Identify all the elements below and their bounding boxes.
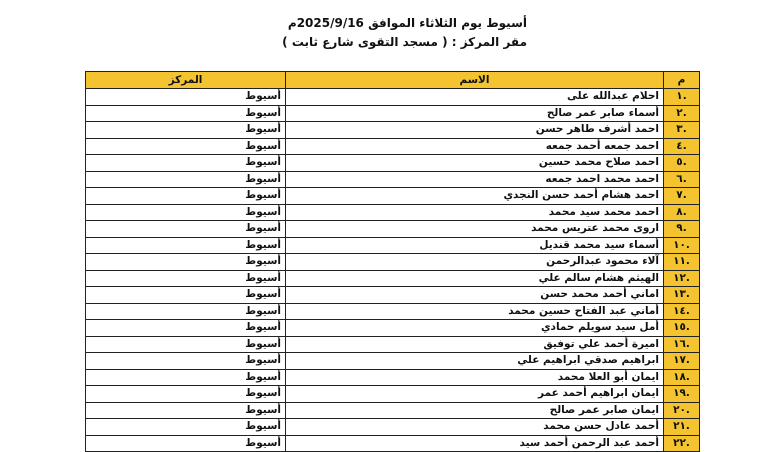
center-name: أسيوط [86,188,286,205]
person-name: احمد هشام أحمد حسن النجدي [286,188,664,205]
table-row [86,435,700,452]
row-number: .٢ [664,105,700,122]
table-header-row [86,72,700,89]
table-row [86,386,700,403]
center-name: أسيوط [86,171,286,188]
table-row [86,221,700,238]
row-number: .١١ [664,254,700,271]
table-row [86,303,700,320]
column-header-number: م [664,72,700,89]
center-name: أسيوط [86,105,286,122]
row-number: .٢١ [664,419,700,436]
person-name: أحمد عادل حسن محمد [286,419,664,436]
table-row [86,171,700,188]
person-name: أسماء صابر عمر صالح [286,105,664,122]
center-name: أسيوط [86,435,286,452]
table-row [86,402,700,419]
table-row [86,320,700,337]
row-number: .٩ [664,221,700,238]
person-name: أحمد عبد الرحمن أحمد سيد [286,435,664,452]
person-name: ايمان أبو العلا محمد [286,369,664,386]
center-name: أسيوط [86,221,286,238]
person-name: احمد جمعه أحمد جمعه [286,138,664,155]
row-number: .١٩ [664,386,700,403]
center-name: أسيوط [86,254,286,271]
row-number: .٧ [664,188,700,205]
row-number: .١٠ [664,237,700,254]
row-number: .٦ [664,171,700,188]
table-row [86,287,700,304]
center-name: أسيوط [86,237,286,254]
row-number: .٢٢ [664,435,700,452]
table-row [86,204,700,221]
row-number: .٢٠ [664,402,700,419]
table-row [86,155,700,172]
table-row [86,188,700,205]
person-name: آلاء محمود عبدالرحمن [286,254,664,271]
center-name: أسيوط [86,386,286,403]
row-number: .١٥ [664,320,700,337]
person-name: احمد صلاح محمد حسين [286,155,664,172]
row-number: .٨ [664,204,700,221]
person-name: أسماء سيد محمد قنديل [286,237,664,254]
person-name: اروى محمد عتريس محمد [286,221,664,238]
row-number: .٣ [664,122,700,139]
center-name: أسيوط [86,204,286,221]
row-number: .١٤ [664,303,700,320]
document-header [282,14,527,52]
table-row [86,89,700,106]
person-name: ايمان ابراهيم أحمد عمر [286,386,664,403]
person-name: احمد محمد احمد جمعه [286,171,664,188]
person-name: الهيثم هشام سالم علي [286,270,664,287]
row-number: .١٧ [664,353,700,370]
center-name: أسيوط [86,336,286,353]
column-header-center: المركز [86,72,286,89]
center-name: أسيوط [86,369,286,386]
row-number: .١٨ [664,369,700,386]
center-name: أسيوط [86,419,286,436]
center-name: أسيوط [86,155,286,172]
center-name: أسيوط [86,402,286,419]
date-line: أسيوط يوم الثلاثاء الموافق 2025/9/16م [287,16,527,30]
person-name: أمل سيد سويلم حمادي [286,320,664,337]
center-name: أسيوط [86,270,286,287]
row-number: .١٣ [664,287,700,304]
center-name: أسيوط [86,89,286,106]
row-number: .١٦ [664,336,700,353]
table-row [86,369,700,386]
table-row [86,254,700,271]
row-number: .٤ [664,138,700,155]
person-name: أماني عبد الفتاح حسين محمد [286,303,664,320]
attendance-table [85,71,700,452]
table-row [86,270,700,287]
person-name: اماني أحمد محمد حسن [286,287,664,304]
center-name: أسيوط [86,303,286,320]
table-row [86,138,700,155]
table-row [86,122,700,139]
person-name: احمد أشرف طاهر حسن [286,122,664,139]
location-line: مقر المركز : ( مسجد التقوى شارع ثابت ) [282,35,527,49]
person-name: ايمان صابر عمر صالح [286,402,664,419]
table-row [86,237,700,254]
center-name: أسيوط [86,122,286,139]
column-header-name: الاسم [286,72,664,89]
center-name: أسيوط [86,287,286,304]
person-name: ابراهيم صدقي ابراهيم علي [286,353,664,370]
person-name: احمد محمد سيد محمد [286,204,664,221]
row-number: .١٢ [664,270,700,287]
table-row [86,353,700,370]
row-number: .٥ [664,155,700,172]
row-number: .١ [664,89,700,106]
center-name: أسيوط [86,320,286,337]
center-name: أسيوط [86,138,286,155]
table-row [86,419,700,436]
table-row [86,105,700,122]
person-name: اميرة أحمد علي توفيق [286,336,664,353]
table-row [86,336,700,353]
person-name: احلام عبدالله على [286,89,664,106]
center-name: أسيوط [86,353,286,370]
